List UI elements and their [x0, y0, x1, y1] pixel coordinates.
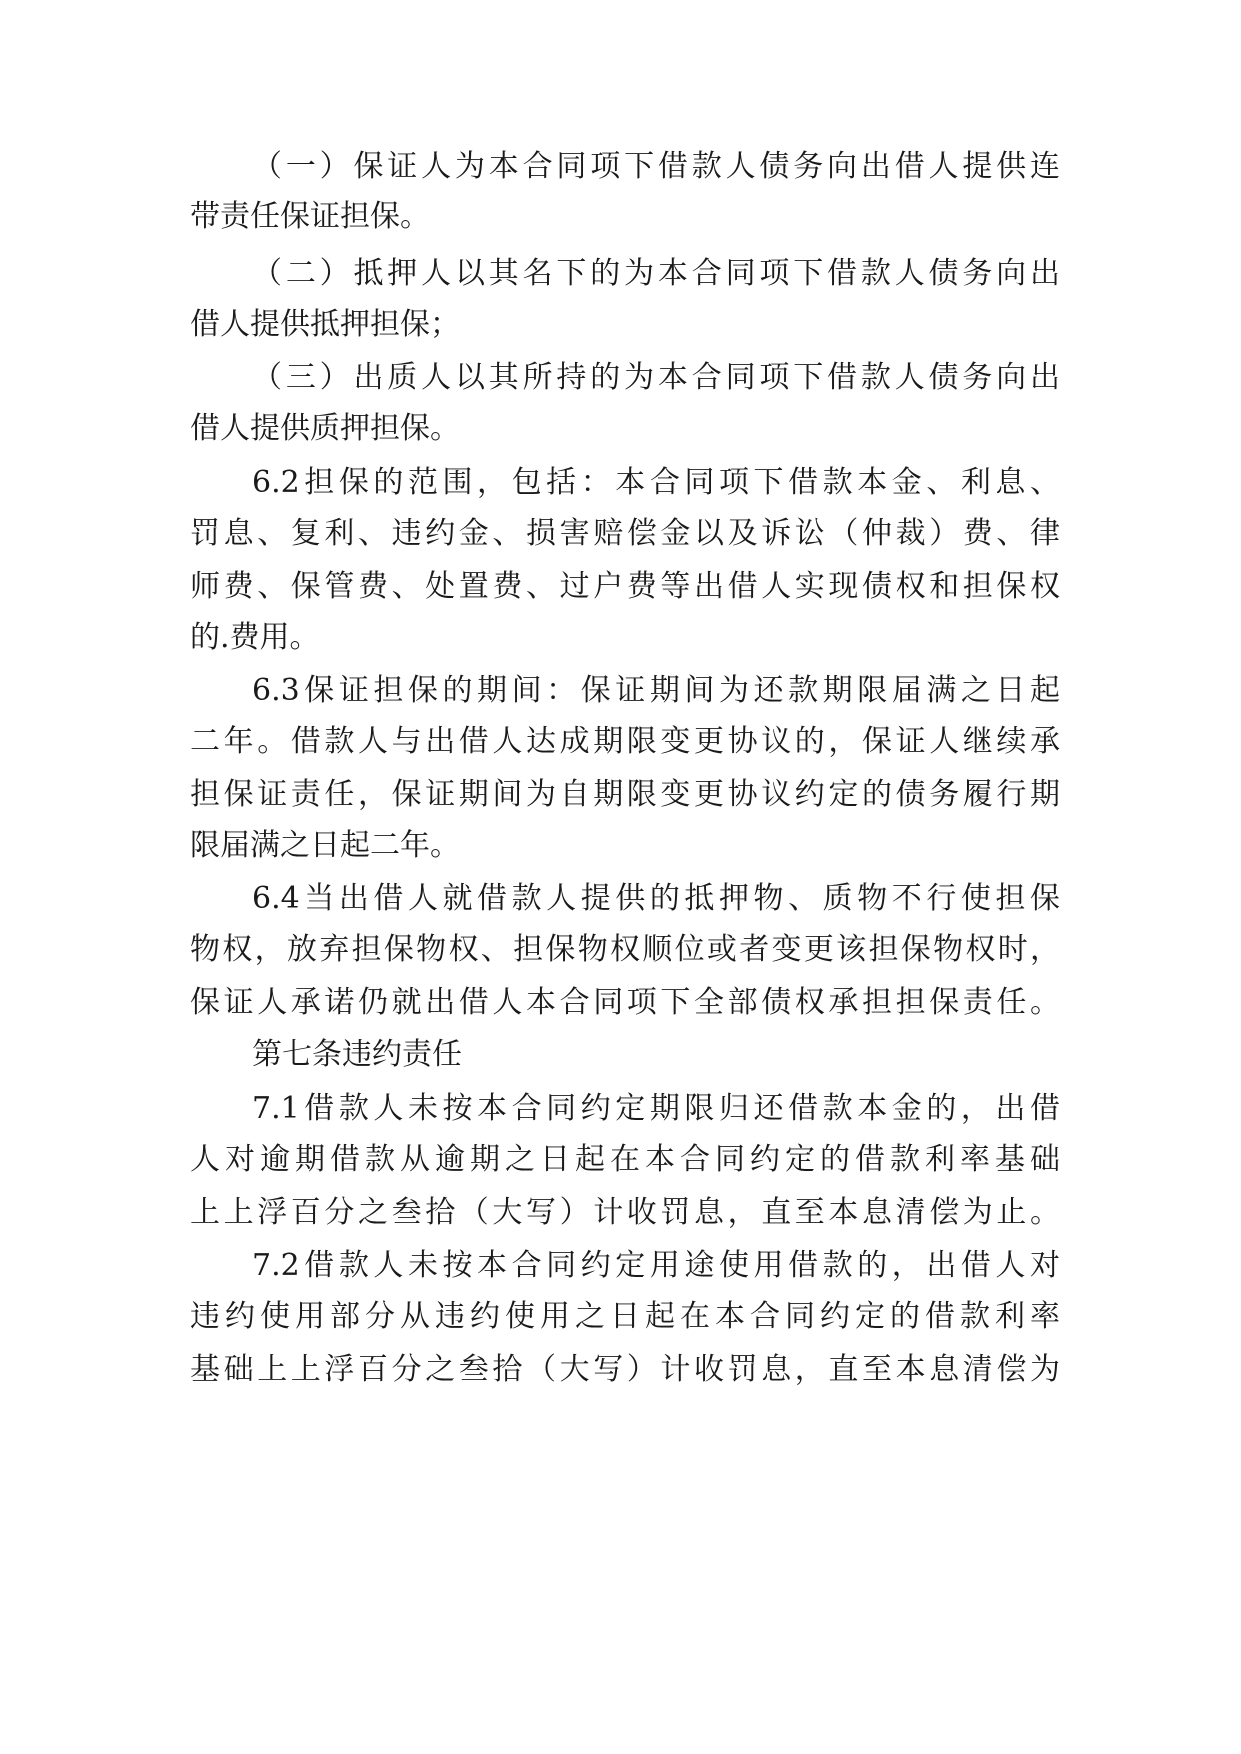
clause-6-2-line-3: 师费、保管费、处置费、过户费等出借人实现债权和担保权	[190, 569, 1060, 604]
clause-6-3-line-1: 6.3保证担保的期间：保证期间为还款期限届满之日起	[252, 673, 1060, 708]
clause-6-1-item-2-line-1: （二）抵押人以其名下的为本合同项下借款人债务向出	[252, 256, 1060, 291]
clause-7-1-line-3: 上上浮百分之叁拾（大写）计收罚息，直至本息清偿为止。	[190, 1195, 1060, 1230]
clause-6-2-line-2: 罚息、复利、违约金、损害赔偿金以及诉讼（仲裁）费、律	[190, 516, 1060, 551]
clause-6-4-line-1: 6.4当出借人就借款人提供的抵押物、质物不行使担保	[252, 881, 1060, 916]
clause-6-4-line-2: 物权，放弃担保物权、担保物权顺位或者变更该担保物权时，	[190, 932, 1060, 967]
clause-6-2-line-4: 的.费用。	[190, 620, 320, 655]
clause-6-1-item-3-line-1: （三）出质人以其所持的为本合同项下借款人债务向出	[252, 360, 1060, 395]
clause-7-1-line-1: 7.1借款人未按本合同约定期限归还借款本金的，出借	[252, 1091, 1060, 1126]
clause-6-3-line-4: 限届满之日起二年。	[190, 828, 460, 863]
clause-7-2-line-2: 违约使用部分从违约使用之日起在本合同约定的借款利率	[190, 1299, 1060, 1334]
clause-7-1-line-2: 人对逾期借款从逾期之日起在本合同约定的借款利率基础	[190, 1142, 1060, 1177]
clause-6-1-item-3-line-2: 借人提供质押担保。	[190, 411, 460, 446]
clause-6-1-item-1-line-1: （一）保证人为本合同项下借款人债务向出借人提供连	[252, 149, 1060, 184]
clause-6-2-line-1: 6.2担保的范围，包括：本合同项下借款本金、利息、	[252, 465, 1060, 500]
article-7-heading: 第七条违约责任	[252, 1037, 462, 1072]
clause-6-1-item-1-line-2: 带责任保证担保。	[190, 199, 430, 234]
clause-7-2-line-3: 基础上上浮百分之叁拾（大写）计收罚息，直至本息清偿为	[190, 1352, 1060, 1387]
clause-6-3-line-3: 担保证责任，保证期间为自期限变更协议约定的债务履行期	[190, 777, 1060, 812]
clause-6-4-line-3: 保证人承诺仍就出借人本合同项下全部债权承担担保责任。	[190, 985, 1060, 1020]
clause-6-3-line-2: 二年。借款人与出借人达成期限变更协议的，保证人继续承	[190, 724, 1060, 759]
clause-7-2-line-1: 7.2借款人未按本合同约定用途使用借款的，出借人对	[252, 1248, 1060, 1283]
clause-6-1-item-2-line-2: 借人提供抵押担保；	[190, 307, 460, 342]
